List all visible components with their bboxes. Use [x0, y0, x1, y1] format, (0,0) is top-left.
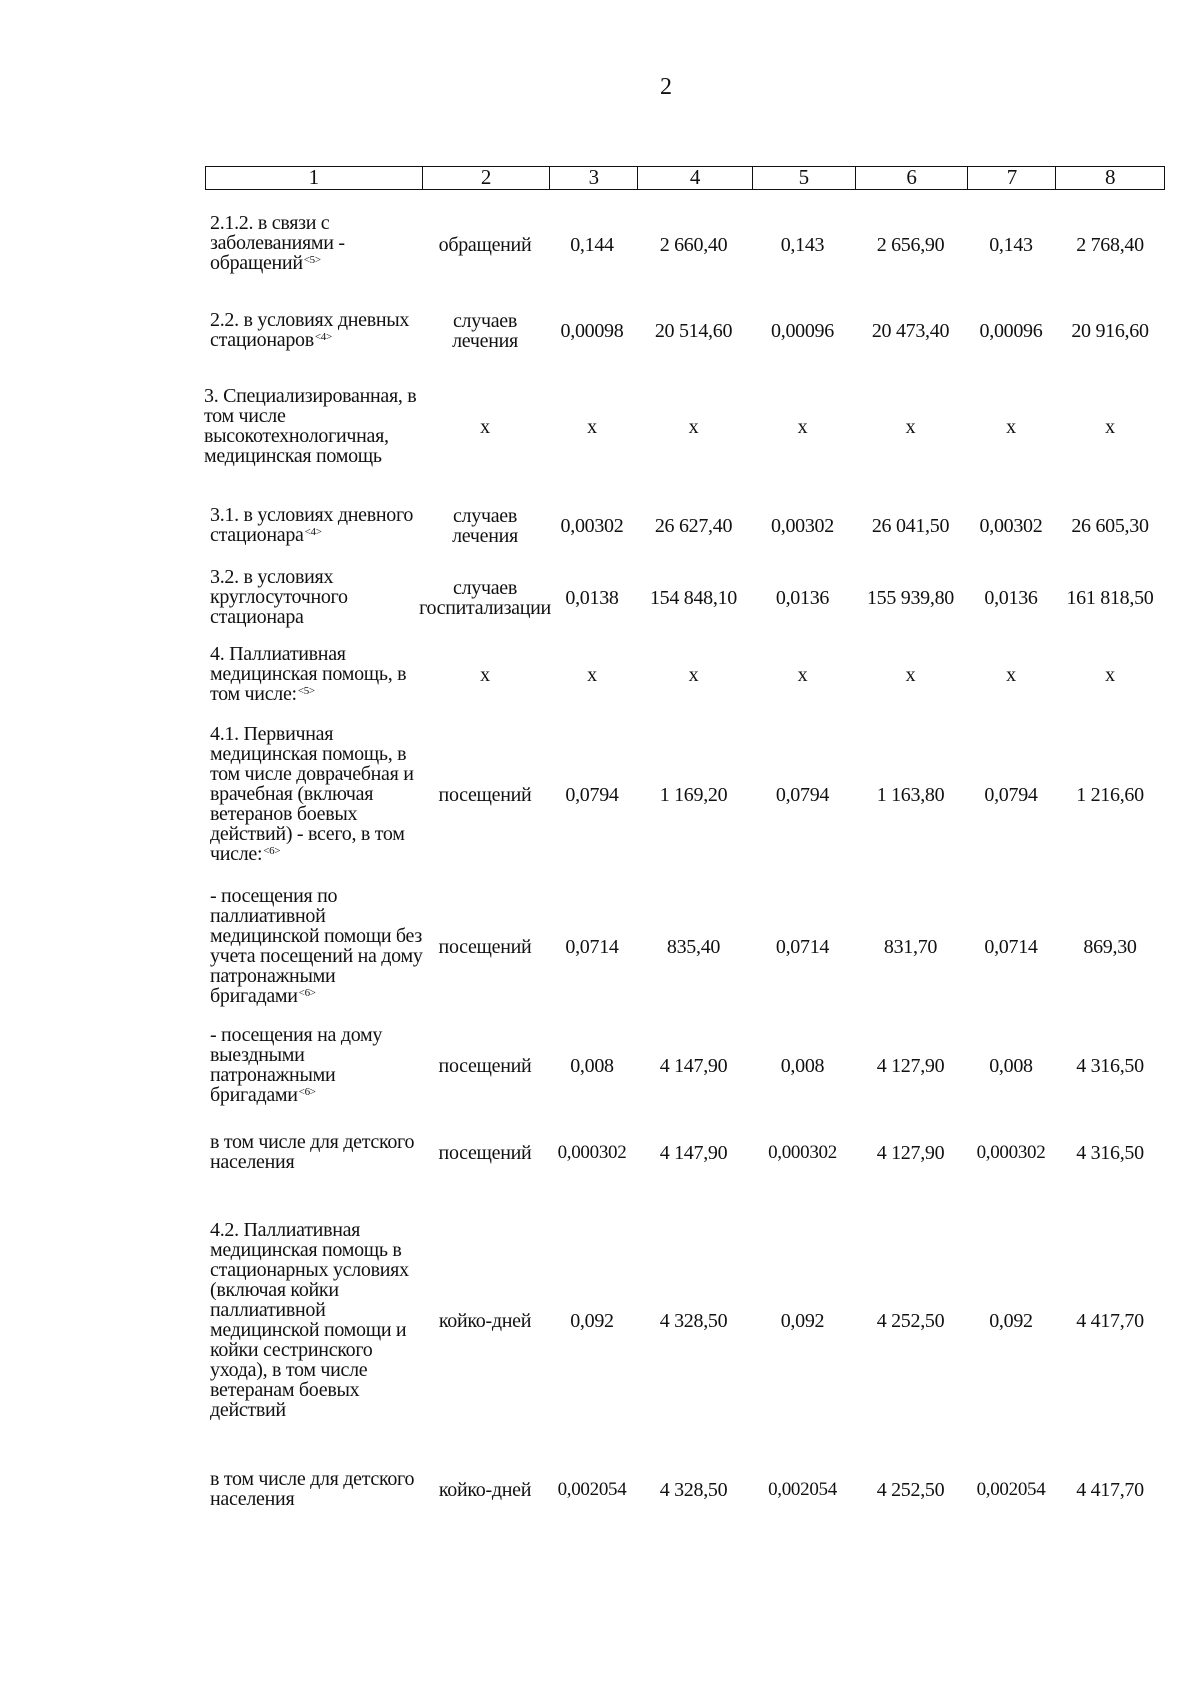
table-row	[0, 212, 1200, 277]
row-unit: х	[480, 416, 490, 438]
row-value: 835,40	[666, 936, 721, 958]
row-name: 3.1. в условиях дневного стационара$^{<4>}$	[210, 503, 414, 546]
row-value: 0,0714	[775, 936, 830, 958]
row-unit: случаев лечения	[452, 505, 518, 547]
row-value: 0,092	[989, 1310, 1033, 1332]
row-value: 155 939,80	[866, 587, 954, 609]
row-value: 0,000302	[768, 1142, 837, 1163]
row-value: 0,00302	[560, 515, 624, 537]
header-col-5: 5	[753, 167, 856, 189]
row-value: х	[1006, 416, 1016, 438]
page-number: 2	[660, 74, 672, 100]
row-name: 3. Специализированная, в том числе высокотехнологичная, медицинская помощь	[204, 384, 417, 467]
row-value: х	[797, 664, 808, 686]
row-value: 0,0794	[984, 784, 1038, 806]
row-unit: посещений	[438, 936, 532, 958]
row-value: х	[688, 416, 699, 438]
row-name: 2.2. в условиях дневных стационаров$^{<4>}$	[210, 308, 410, 351]
row-value: 2 656,90	[876, 233, 945, 256]
row-value: 4 252,50	[876, 1310, 945, 1332]
row-value: 4 147,90	[659, 1142, 728, 1164]
row-value: 0,0136	[984, 587, 1038, 609]
row-value: 0,0138	[565, 587, 619, 609]
row-value: 0,00302	[979, 515, 1043, 537]
row-value: 0,00098	[560, 320, 624, 342]
table-row	[0, 1465, 1200, 1515]
row-value: 26 627,40	[654, 515, 733, 537]
row-value: 4 147,90	[659, 1055, 728, 1077]
table-row	[0, 634, 1200, 716]
row-unit: случаев лечения	[452, 310, 518, 352]
table-row	[0, 297, 1200, 365]
table-row	[0, 714, 1200, 876]
row-value: 4 127,90	[876, 1055, 945, 1077]
row-value: 26 041,50	[871, 515, 950, 537]
row-unit: койко-дней	[438, 1479, 532, 1501]
row-value: 0,0794	[775, 784, 830, 806]
row-value: 26 605,30	[1071, 515, 1149, 537]
header-col-7: 7	[968, 167, 1056, 189]
row-value: 0,092	[780, 1310, 825, 1332]
row-value: 2 768,40	[1076, 233, 1144, 256]
row-value: 0,008	[989, 1055, 1033, 1077]
row-value: 4 417,70	[1076, 1479, 1144, 1501]
row-value: 4 316,50	[1076, 1055, 1144, 1077]
row-name: в том числе для детского населения	[210, 1130, 415, 1173]
row-value: 0,143	[989, 233, 1033, 256]
row-value: 0,143	[780, 233, 825, 256]
row-value: 0,092	[570, 1310, 614, 1332]
row-name: 3.2. в условиях круглосуточного стационара	[210, 565, 348, 628]
row-value: 0,000302	[976, 1142, 1046, 1163]
table-row	[0, 1190, 1200, 1452]
table-row	[0, 1022, 1200, 1110]
row-value: х	[1105, 664, 1115, 686]
header-col-6: 6	[856, 167, 969, 189]
row-name: - посещения на дому выездными патронажными бригадами$^{<6>}$	[210, 1023, 383, 1106]
footnote-ref: <6>	[298, 1085, 316, 1098]
row-value: х	[797, 416, 808, 438]
row-value: 0,0794	[565, 784, 619, 806]
header-col-3: 3	[550, 167, 638, 189]
row-value: х	[688, 664, 699, 686]
row-value: х	[1105, 416, 1115, 438]
row-name: 4.2. Паллиативная медицинская помощь в стационарных условиях (включая койки паллиативной медицинской помощи и койки сестринского ухода), в том числе ветеранам боевых действий	[210, 1218, 409, 1421]
footnote-ref: <5>	[297, 684, 315, 697]
row-value: 0,0714	[984, 936, 1038, 958]
row-value: 161 818,50	[1066, 587, 1154, 609]
row-value: 4 252,50	[876, 1479, 945, 1501]
table-row	[0, 876, 1200, 1018]
row-value: 20 514,60	[654, 320, 733, 342]
row-value: 0,0136	[775, 587, 830, 609]
header-col-1: 1	[206, 167, 423, 189]
row-value: 1 169,20	[659, 784, 728, 806]
row-unit: х	[480, 664, 490, 686]
row-value: 2 660,40	[659, 233, 728, 256]
row-unit: посещений	[438, 1142, 532, 1164]
row-value: 0,000302	[557, 1142, 627, 1163]
row-value: х	[905, 416, 916, 438]
header-col-4: 4	[638, 167, 753, 189]
row-value: 4 328,50	[659, 1479, 728, 1501]
row-value: 869,30	[1083, 936, 1137, 958]
header-col-2: 2	[423, 167, 551, 189]
header-col-8: 8	[1105, 165, 1116, 189]
row-name: в том числе для детского населения	[210, 1467, 415, 1510]
row-value: 4 127,90	[876, 1142, 945, 1164]
row-value: 154 848,10	[649, 587, 737, 609]
row-value: 0,00096	[771, 320, 834, 342]
row-value: х	[905, 664, 916, 686]
row-name: 4.1. Первичная медицинская помощь, в том числе доврачебная и врачебная (включая ветеранов боевых действий) - всего, в том числе:$^{<6>}$	[210, 722, 414, 865]
row-value: 0,144	[570, 233, 614, 256]
row-value: 20 916,60	[1071, 320, 1149, 342]
row-unit: койко-дней	[438, 1310, 532, 1332]
row-value: 0,00302	[771, 515, 834, 537]
footnote-ref: <4>	[314, 330, 332, 343]
row-value: 1 163,80	[876, 784, 945, 806]
row-value: 0,002054	[976, 1479, 1046, 1500]
footnote-ref: <4>	[304, 525, 322, 538]
row-value: 0,008	[570, 1055, 614, 1077]
row-value: 0,00096	[979, 320, 1043, 342]
row-name: 2.1.2. в связи с заболеваниями - обращений$^{<5>}$	[210, 212, 345, 274]
table-row	[0, 492, 1200, 560]
row-value: 4 316,50	[1076, 1142, 1144, 1164]
row-value: 831,70	[883, 936, 938, 958]
footnote-ref: <6>	[263, 844, 281, 857]
row-value: 0,0714	[565, 936, 619, 958]
table-row	[0, 564, 1200, 632]
row-unit: посещений	[438, 784, 532, 806]
table-header-row	[205, 166, 1165, 190]
row-value: 0,008	[780, 1055, 825, 1077]
row-unit: обращений	[438, 233, 532, 256]
row-value: 4 417,70	[1076, 1310, 1144, 1332]
row-unit: случаев госпитализации	[419, 577, 551, 619]
row-unit: посещений	[438, 1055, 532, 1077]
row-value: 4 328,50	[659, 1310, 728, 1332]
table-row	[0, 1128, 1200, 1178]
row-value: х	[587, 664, 597, 686]
table-row	[0, 366, 1200, 488]
row-value: 0,002054	[557, 1479, 627, 1500]
row-value: 0,002054	[768, 1479, 837, 1500]
footnote-ref: <6>	[298, 986, 316, 999]
row-value: 20 473,40	[871, 320, 950, 342]
row-name: - посещения по паллиативной медицинской помощи без учета посещений на дому патронажными бригадами$^{<6>}$	[210, 884, 423, 1007]
row-value: х	[1006, 664, 1016, 686]
row-value: 1 216,60	[1076, 784, 1144, 806]
footnote-ref: <5>	[303, 254, 321, 266]
row-name: 4. Паллиативная медицинская помощь, в том числе:$^{<5>}$	[210, 642, 407, 705]
row-value: х	[587, 416, 597, 438]
